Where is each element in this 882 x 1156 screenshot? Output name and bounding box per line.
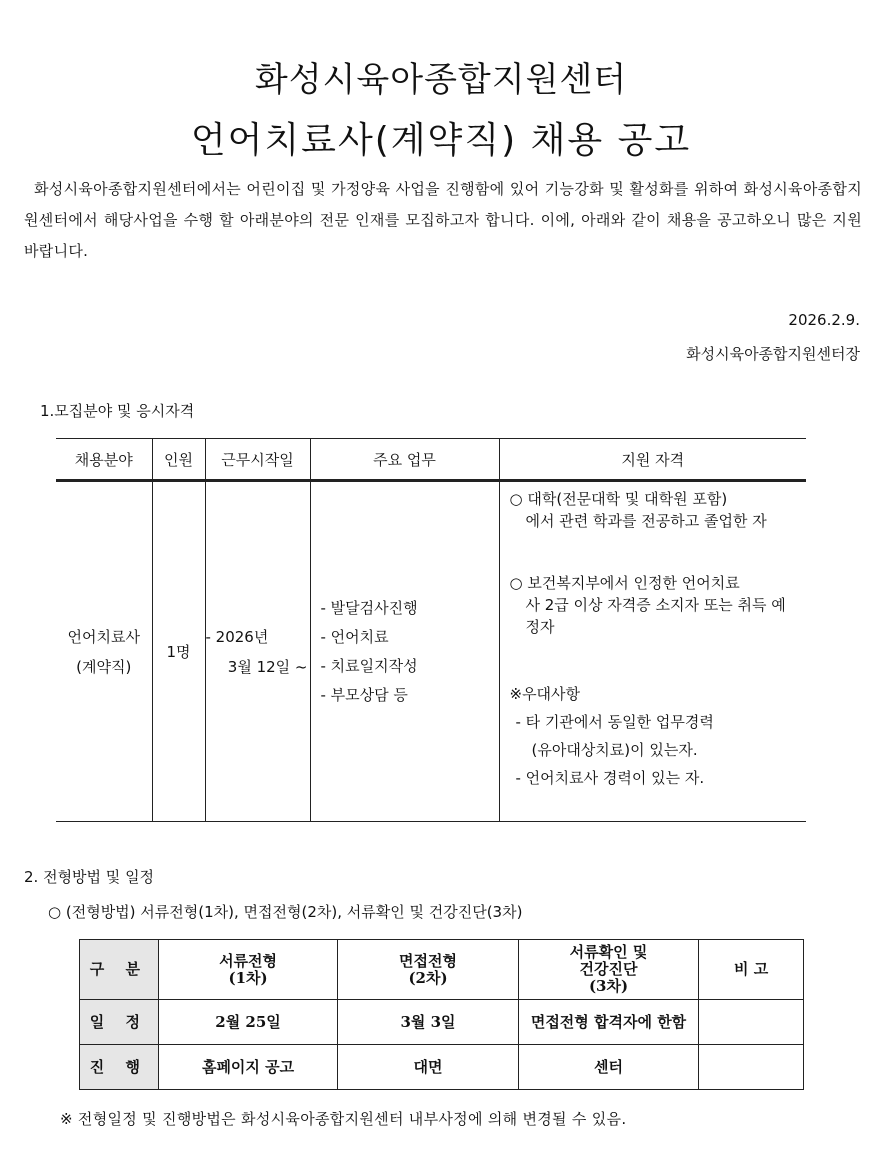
duties-cell (310, 481, 499, 822)
preference-2: - 언어치료사 경력이 있는 자. (515, 769, 705, 787)
field-type: (계약직) (76, 657, 132, 676)
qualification-1-text: 에서 관련 학과를 전공하고 졸업한 자 (525, 512, 767, 530)
process-remarks (699, 1045, 804, 1090)
header-label: 구 분 (80, 940, 159, 1000)
notice-title: 언어치료사(계약직) 채용 공고 (190, 120, 692, 161)
schedule-stage2: 3월 3일 (338, 1000, 518, 1045)
qualification-1 (510, 488, 799, 532)
stage1-order: (1차) (228, 968, 268, 987)
preference-1-cont: (유아대상치료)이 있는자. (531, 741, 698, 759)
schedule-table (79, 939, 804, 1090)
process-stage1: 홈페이지 공고 (158, 1045, 337, 1090)
start-date-line2: 3월 12일 ~ (227, 657, 308, 676)
qualification-2-head: ○ 보건복지부에서 인정한 언어치료 (509, 574, 740, 592)
stage3-name-a: 서류확인 및 (569, 943, 648, 961)
qualification-1-head: ○ 대학(전문대학 및 대학원 포함) (509, 490, 728, 508)
stage1-name: 서류전형 (219, 951, 278, 970)
preference-title: ※우대사항 (509, 685, 581, 703)
list-item: - 언어치료 (320, 627, 389, 646)
process-stage3: 센터 (518, 1045, 699, 1090)
preference-1: - 타 기관에서 동일한 업무경력 (515, 713, 714, 731)
start-date-line1: - 2026년 (205, 627, 269, 646)
field-cell (56, 481, 152, 822)
row-label-process: 진 행 (80, 1045, 159, 1090)
table-row (56, 481, 806, 822)
section2-title: 2. 전형방법 및 일정 (24, 868, 155, 886)
table-row (80, 940, 804, 1000)
header-start-date: 근무시작일 (205, 439, 310, 481)
header-stage1 (158, 940, 337, 1000)
header-stage2 (338, 940, 518, 1000)
header-field: 채용분야 (56, 439, 152, 481)
stage3-order: (3차) (588, 977, 629, 995)
schedule-stage3: 면접전형 합격자에 한함 (518, 1000, 699, 1045)
start-date-cell (205, 481, 310, 822)
section1-title: 1.모집분야 및 응시자격 (40, 402, 195, 420)
list-item: - 발달검사진행 (320, 598, 418, 617)
process-stage2: 대면 (338, 1045, 518, 1090)
notice-date: 2026.2.9. (788, 311, 860, 329)
table-row (80, 1045, 804, 1090)
header-qualifications: 지원 자격 (499, 439, 806, 481)
footnote: ※ 전형일정 및 진행방법은 화성시육아종합지원센터 내부사정에 의해 변경될 수 있음. (60, 1110, 627, 1128)
header-duties: 주요 업무 (310, 439, 499, 481)
recruitment-table (56, 438, 806, 822)
list-item: - 부모상담 등 (320, 685, 408, 704)
count-cell: 1명 (152, 481, 205, 822)
selection-method: ○ (전형방법) 서류전형(1차), 면접전형(2차), 서류확인 및 건강진단(3차) (48, 903, 523, 921)
row-label-schedule: 일 정 (80, 1000, 159, 1045)
header-remarks: 비 고 (699, 940, 804, 1000)
stage2-name: 면접전형 (399, 951, 457, 970)
schedule-stage1: 2월 25일 (158, 1000, 337, 1045)
field-name: 언어치료사 (67, 627, 140, 646)
table-row (80, 1000, 804, 1045)
stage3-name-b: 건강진단 (579, 960, 638, 978)
stage2-order: (2차) (408, 968, 448, 987)
qualification-2-text: 사 2급 이상 자격증 소지자 또는 취득 예정자 (525, 596, 786, 636)
qualifications-cell (499, 481, 806, 822)
list-item: - 치료일지작성 (320, 656, 418, 675)
org-title: 화성시육아종합지원센터 (254, 60, 628, 100)
signer: 화성시육아종합지원센터장 (686, 345, 860, 363)
intro-paragraph: 화성시육아종합지원센터에서는 어린이집 및 가정양육 사업을 진행함에 있어 기능강화 및 활성화를 위하여 화성시육아종합지원센터에서 해당사업을 수행 할 아래분야의 전문 인재를 모집하고자 합니다. 이에, 아래와 같이 채용을 공고하오니 많은 지원바랍니다. (24, 180, 862, 260)
schedule-remarks (699, 1000, 804, 1045)
qualification-2 (510, 572, 799, 638)
header-stage3 (518, 940, 699, 1000)
header-count: 인원 (152, 439, 205, 481)
